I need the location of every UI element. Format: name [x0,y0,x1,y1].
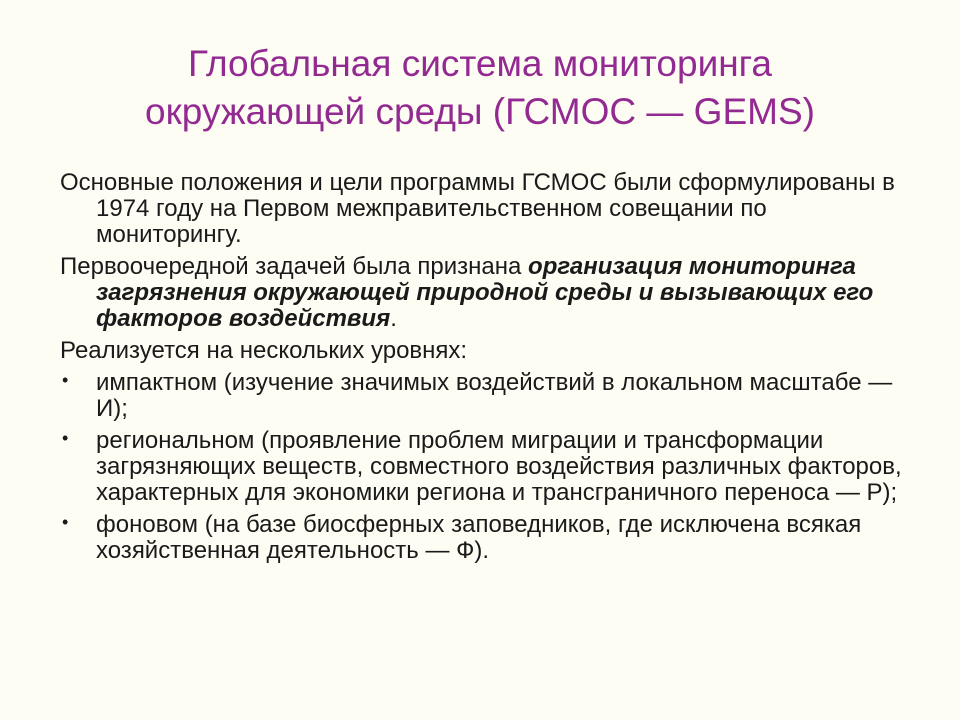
slide-title [60,40,900,136]
bullet-background-text: фоновом (на базе биосферных заповедников, где исключена всякая хозяйственная деятельность — Ф). [96,511,862,564]
bullet-regional-text: региональном (проявление проблем миграции и трансформации загрязняющих веществ, совместного воздействия различных факторов, характерных для экономики региона и трансграничного переноса — Р); [96,427,902,506]
bullet-impact-level [60,370,910,422]
bullet-dot-icon: • [62,428,69,448]
paragraph-history-text: Основные положения и цели программы ГСМОС были сформулированы в 1974 году на Первом межправительственном совещании по мониторингу. [60,169,895,248]
bullet-impact-text: импактном (изучение значимых воздействий в локальном масштабе — И); [96,369,893,422]
paragraph-priority-emphasis: организация мониторинга загрязнения окружающей природной среды и вызывающих его факторов воздействия [96,253,874,332]
paragraph-levels [60,338,910,364]
paragraph-priority [60,254,910,332]
paragraph-history [60,170,910,248]
paragraph-levels-text: Реализуется на нескольких уровнях: [60,337,468,364]
slide-title-line-1: Глобальная система мониторинга [188,43,772,84]
slide-body [60,170,910,570]
paragraph-priority-lead: Первоочередной задачей была признана [60,253,529,280]
bullet-regional-level [60,428,910,506]
bullet-dot-icon: • [62,370,69,390]
paragraph-priority-end: . [390,305,397,332]
bullet-background-level [60,512,910,564]
bullet-dot-icon: • [62,512,69,532]
slide-title-line-2: окружающей среды (ГСМОС — GEMS) [145,91,815,132]
